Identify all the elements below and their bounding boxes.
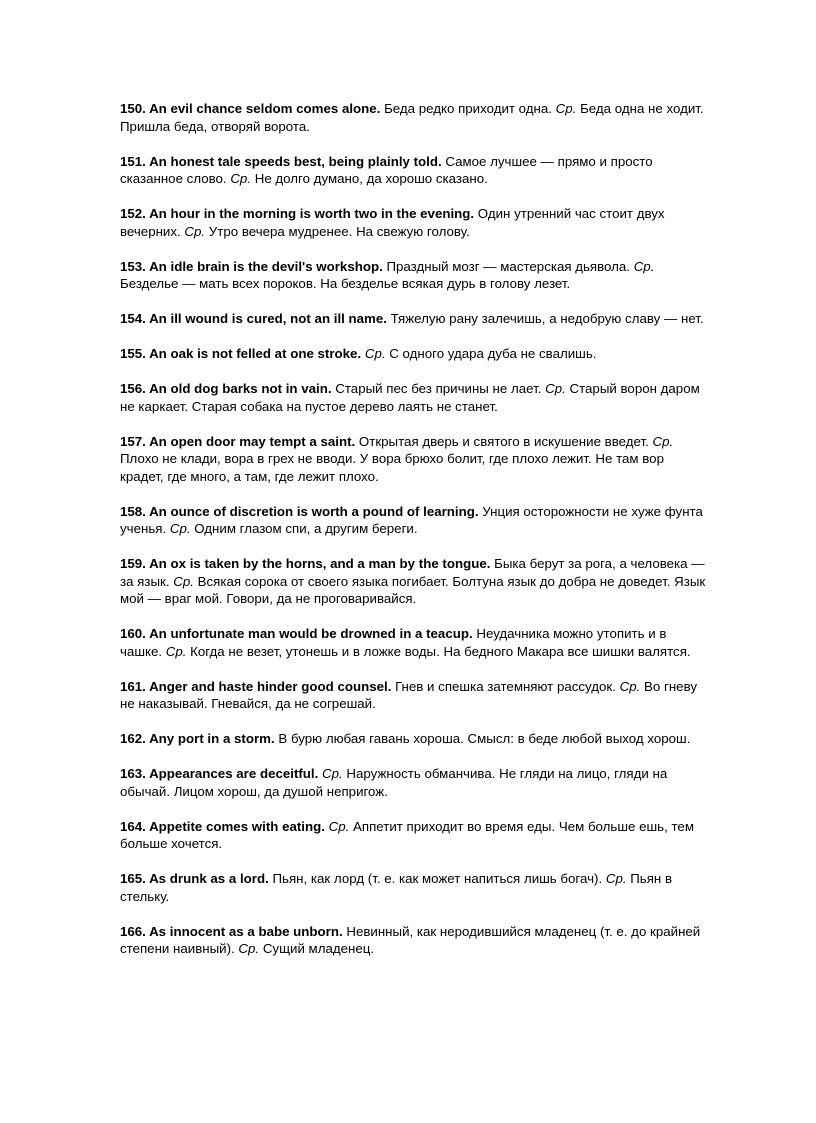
proverb-entry-165 bbox=[120, 870, 710, 905]
proverb-entry-160 bbox=[120, 625, 710, 660]
compare-abbreviation: Ср. bbox=[169, 521, 191, 536]
proverb-entry-154 bbox=[120, 310, 710, 328]
russian-translation: Беда редко приходит одна. bbox=[380, 101, 556, 116]
russian-equivalents: Наружность обманчива. Не гляди на лицо, гляди на обычай. Лицом хорош, да душой непригож. bbox=[120, 766, 668, 799]
proverb-entry-161 bbox=[120, 678, 710, 713]
document-page bbox=[120, 100, 710, 975]
proverb-entry-166 bbox=[120, 923, 710, 958]
russian-translation: Быка берут за рога, а человека — за язык. bbox=[120, 556, 705, 589]
russian-equivalents: Безделье — мать всех пороков. На безделье всякая дурь в голову лезет. bbox=[120, 276, 571, 291]
compare-abbreviation: Ср. bbox=[184, 223, 206, 239]
english-proverb: 164. Appetite comes with eating. bbox=[120, 818, 325, 834]
russian-equivalents: Во гневу не наказывай. Гневайся, да не согрешай. bbox=[120, 678, 697, 711]
english-proverb: 154. An ill wound is cured, not an ill name. bbox=[120, 311, 387, 326]
compare-abbreviation: Ср. bbox=[605, 871, 627, 886]
russian-equivalents: Старый ворон даром не каркает. Старая собака на пустое дерево лаять не станет. bbox=[120, 381, 700, 414]
russian-translation: В бурю любая гавань хороша. Смысл: в беде любой выход хорош. bbox=[274, 731, 691, 746]
russian-equivalents: Плохо не клади, вора в грех не вводи. У вора брюхо болит, где плохо лежит. Не там вор крадет, где много, а там, где лежит плохо. bbox=[120, 451, 664, 484]
compare-abbreviation: Ср. bbox=[364, 346, 386, 361]
proverb-entry-157 bbox=[120, 433, 710, 486]
russian-equivalents: Аппетит приходит во время еды. Чем больше ешь, тем больше хочется. bbox=[120, 818, 694, 851]
proverb-entry-158 bbox=[120, 503, 710, 538]
english-proverb: 150. An evil chance seldom comes alone. bbox=[120, 101, 381, 116]
russian-translation: Тяжелую рану залечишь, а недобрую славу — нет. bbox=[386, 311, 704, 326]
compare-abbreviation: Ср. bbox=[322, 766, 343, 781]
compare-abbreviation: Ср. bbox=[230, 171, 252, 186]
russian-translation: Гнев и спешка затемняют рассудок. bbox=[391, 678, 620, 694]
compare-abbreviation: Ср. bbox=[545, 381, 566, 396]
proverb-entry-156 bbox=[120, 380, 710, 415]
russian-translation: Неудачника можно утопить и в чашке. bbox=[120, 626, 667, 659]
proverb-entry-153 bbox=[120, 258, 710, 293]
english-proverb: 163. Appearances are deceitful. bbox=[120, 766, 319, 781]
russian-translation: Пьян, как лорд (т. е. как может напиться лишь богач). bbox=[268, 871, 606, 886]
russian-equivalents: Утро вечера мудренее. На свежую голову. bbox=[205, 223, 470, 239]
compare-abbreviation: Ср. bbox=[633, 258, 655, 274]
compare-abbreviation: Ср. bbox=[619, 678, 641, 694]
english-proverb: 166. As innocent as a babe unborn. bbox=[120, 923, 343, 939]
english-proverb: 151. An honest tale speeds best, being plainly told. bbox=[120, 153, 442, 169]
english-proverb: 155. An oak is not felled at one stroke. bbox=[120, 346, 362, 361]
proverb-entry-151 bbox=[120, 153, 710, 188]
english-proverb: 156. An old dog barks not in vain. bbox=[120, 381, 332, 396]
proverb-entry-163 bbox=[120, 765, 710, 800]
russian-translation: Унция осторожности не хуже фунта ученья. bbox=[120, 503, 703, 536]
english-proverb: 162. Any port in a storm. bbox=[120, 731, 275, 746]
proverb-entry-150 bbox=[120, 100, 710, 135]
russian-equivalents: Одним глазом спи, а другим береги. bbox=[190, 521, 418, 536]
english-proverb: 161. Anger and haste hinder good counsel. bbox=[120, 678, 392, 694]
russian-translation: Один утренний час стоит двух вечерних. bbox=[120, 206, 665, 239]
compare-abbreviation: Ср. bbox=[165, 643, 187, 659]
compare-abbreviation: Ср. bbox=[652, 433, 674, 449]
russian-equivalents: Пьян в стельку. bbox=[120, 871, 673, 904]
russian-translation: Старый пес без причины не лает. bbox=[331, 381, 546, 396]
russian-equivalents: Всякая сорока от своего языка погибает. Болтуна язык до добра не доведет. Язык мой — враг мой. Говори, да не проговаривайся. bbox=[120, 573, 706, 606]
proverb-entry-155 bbox=[120, 345, 710, 363]
proverb-entry-162 bbox=[120, 730, 710, 748]
english-proverb: 160. An unfortunate man would be drowned in a teacup. bbox=[120, 626, 473, 641]
english-proverb: 159. An ox is taken by the horns, and a man by the tongue. bbox=[120, 556, 491, 571]
compare-abbreviation: Ср. bbox=[328, 818, 350, 834]
russian-equivalents: С одного удара дуба не свалишь. bbox=[385, 346, 597, 361]
russian-translation: Самое лучшее — прямо и просто сказанное слово. bbox=[120, 153, 653, 186]
compare-abbreviation: Ср. bbox=[555, 101, 577, 116]
english-proverb: 165. As drunk as a lord. bbox=[120, 871, 269, 886]
russian-translation: Праздный мозг — мастерская дьявола. bbox=[382, 258, 634, 274]
proverb-entry-152 bbox=[120, 205, 710, 240]
russian-equivalents: Беда одна не ходит. Пришла беда, отворяй ворота. bbox=[120, 101, 704, 134]
english-proverb: 158. An ounce of discretion is worth a pound of learning. bbox=[120, 503, 479, 519]
russian-equivalents: Не долго думано, да хорошо сказано. bbox=[251, 171, 488, 186]
english-proverb: 152. An hour in the morning is worth two in the evening. bbox=[120, 206, 475, 221]
russian-equivalents: Сущий младенец. bbox=[259, 941, 375, 956]
proverb-entry-159 bbox=[120, 555, 710, 608]
compare-abbreviation: Ср. bbox=[238, 941, 260, 956]
compare-abbreviation: Ср. bbox=[173, 573, 194, 589]
proverb-entry-164 bbox=[120, 818, 710, 853]
english-proverb: 157. An open door may tempt a saint. bbox=[120, 433, 356, 449]
russian-equivalents: Когда не везет, утонешь и в ложке воды. На бедного Макара все шишки валятся. bbox=[186, 643, 691, 659]
english-proverb: 153. An idle brain is the devil's workshop. bbox=[120, 258, 383, 274]
russian-translation: Открытая дверь и святого в искушение введет. bbox=[355, 433, 653, 449]
russian-translation: Невинный, как неродившийся младенец (т. е. до крайней степени наивный). bbox=[120, 923, 701, 956]
